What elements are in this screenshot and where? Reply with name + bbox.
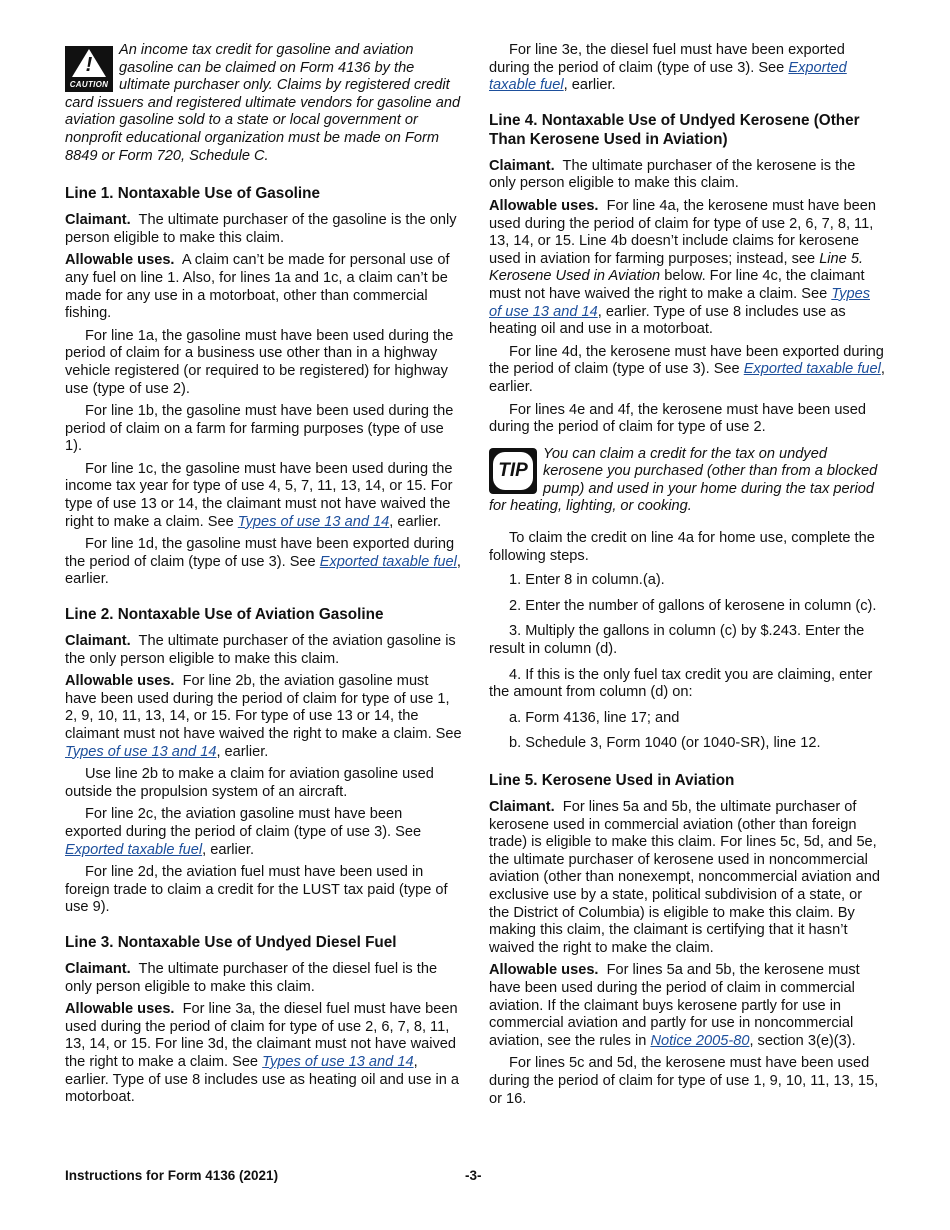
line2d-paragraph: For line 2d, the aviation fuel must have been used in foreign trade to claim a credit for the LUST tax paid (type of use 9). xyxy=(65,864,448,916)
types-of-use-13-14-link[interactable]: Types of use 13 and 14 xyxy=(489,285,870,320)
line1c-paragraph: For line 1c, the gasoline must have been used during the income tax year for type of use 4, 5, 7, 11, 13, 14, or 15. For type of use 13 or 14, the claimant must not have waived the right to make a claim. See Types of use 13 and 14, earlier. xyxy=(65,460,453,530)
notice-2005-80-link[interactable]: Notice 2005-80 xyxy=(650,1032,750,1049)
exported-taxable-fuel-link[interactable]: Exported taxable fuel xyxy=(319,553,457,570)
line1-claimant-lead: Claimant. xyxy=(65,212,131,229)
caution-text: An income tax credit for gasoline and aviation gasoline can be claimed on Form 4136 by the ultimate purchaser only. Claims by registered credit card issuers and registered ultimate vendors for gasoline and aviation gasoline sold to a state or local government or nonprofit educational organization must be made on Form 8849 or Form 720, Schedule C. xyxy=(65,42,461,164)
types-of-use-13-14-link[interactable]: Types of use 13 and 14 xyxy=(237,513,390,530)
step-item: 4. If this is the only fuel tax credit you are claiming, enter the amount from column (d) on: xyxy=(489,666,873,701)
line1a-paragraph: For line 1a, the gasoline must have been used during the period of claim for a business use other than in a highway vehicle registered (or required to be registered) for highway use (type of use 2). xyxy=(65,327,454,397)
tip-icon-label: TIP xyxy=(493,452,533,490)
tip-icon xyxy=(489,448,537,494)
caution-icon: ! CAUTION xyxy=(65,46,113,92)
line2-allowable-uses: Allowable uses. For line 2b, the aviation gasoline must have been used during the period of claim for type of use 1, 2, 9, 10, 11, 13, 14, or 15. For type of use 13 or 14, the claimant must not have waived the right to make a claim. See Types of use 13 and 14, earlier. xyxy=(65,673,462,760)
line4-allowable-uses: Allowable uses. For line 4a, the kerosene must have been used during the period of claim for type of use 2, 6, 7, 8, 11, 13, 14, or 15. Line 4b doesn’t include claims for kerosene used in aviation for farming purposes; instead, see Line 5. Kerosene Used in Aviation below. For line 4c, the claimant must not have waived the right to make a claim. See Types of use 13 and 14, earlier. Type of use 8 includes use as heating oil and use in a motorboat. xyxy=(489,197,876,338)
line5-heading: Line 5. Kerosene Used in Aviation xyxy=(489,772,735,789)
home-use-intro: To claim the credit on line 4a for home use, complete the following steps. xyxy=(489,530,875,564)
caution-icon-label: CAUTION xyxy=(69,80,109,89)
tip-notice xyxy=(489,446,886,516)
line1-uses-lead: Allowable uses. xyxy=(65,252,175,269)
line4-claimant: Claimant. The ultimate purchaser of the kerosene is the only person eligible to make this claim. xyxy=(489,157,856,192)
step-item: 3. Multiply the gallons in column (c) by $.243. Enter the result in column (d). xyxy=(489,623,865,658)
line4-heading: Line 4. Nontaxable Use of Undyed Kerosene (Other Than Kerosene Used in Aviation) xyxy=(489,111,860,148)
line3-heading: Line 3. Nontaxable Use of Undyed Diesel Fuel xyxy=(65,933,397,951)
line2b-paragraph: Use line 2b to make a claim for aviation gasoline used outside the propulsion system of an aircraft. xyxy=(65,766,434,800)
line3-claimant: Claimant. The ultimate purchaser of the diesel fuel is the only person eligible to make this claim. xyxy=(65,960,438,995)
line1-heading: Line 1. Nontaxable Use of Gasoline xyxy=(65,185,321,203)
exported-taxable-fuel-link[interactable]: Exported taxable fuel xyxy=(65,841,203,858)
left-column xyxy=(65,42,462,1112)
types-of-use-13-14-link[interactable]: Types of use 13 and 14 xyxy=(65,743,217,760)
tip-text: You can claim a credit for the tax on undyed kerosene you purchased (other than from a blocked pump) and used in your home during the tax period for heating, lighting, or cooking. xyxy=(489,445,878,515)
line1b-paragraph: For line 1b, the gasoline must have been used during the period of claim on a farm for farming purposes (type of use 1). xyxy=(65,403,454,455)
exported-taxable-fuel-link[interactable]: Exported taxable fuel xyxy=(489,59,847,94)
line1-claimant: Claimant. The ultimate purchaser of the gasoline is the only person eligible to make this claim. xyxy=(65,212,457,246)
line5-allowable-uses: Allowable uses. For lines 5a and 5b, the kerosene must have been used during the period of claim in commercial aviation. If the claimant buys kerosene partly for use in commercial aviation and partly for use in noncommercial aviation, see the rules in Notice 2005-80, section 3(e)(3). xyxy=(489,962,860,1049)
footer-title: Instructions for Form 4136 (2021) xyxy=(65,1168,279,1183)
line4d-paragraph: For line 4d, the kerosene must have been exported during the period of claim (type of use 3). See Exported taxable fuel, earlier. xyxy=(489,343,885,395)
caution-notice xyxy=(65,42,462,165)
line5cd-paragraph: For lines 5c and 5d, the kerosene must have been used during the period of claim for type of use 1, 9, 10, 11, 13, 15, or 16. xyxy=(489,1055,879,1107)
exported-taxable-fuel-link[interactable]: Exported taxable fuel xyxy=(743,361,881,378)
line1-allowable-uses: Allowable uses. A claim can’t be made for personal use of any fuel on line 1. Also, for lines 1a and 1c, a claim can’t be made for any use in a motorboat, other than commercial fishing. xyxy=(65,252,450,322)
substep-a: a. Form 4136, line 17; and xyxy=(509,709,680,726)
step-item: 1. Enter 8 in column.(a). xyxy=(509,572,665,589)
substep-b: b. Schedule 3, Form 1040 (or 1040-SR), line 12. xyxy=(509,735,821,752)
line3e-paragraph: For line 3e, the diesel fuel must have been exported during the period of claim (type of use 3). See Exported taxable fuel, earlier. xyxy=(489,42,847,94)
types-of-use-13-14-link[interactable]: Types of use 13 and 14 xyxy=(262,1053,414,1070)
line2-heading: Line 2. Nontaxable Use of Aviation Gasoline xyxy=(65,606,384,624)
page-number: -3- xyxy=(465,1168,482,1183)
line4ef-paragraph: For lines 4e and 4f, the kerosene must have been used during the period of claim for type of use 2. xyxy=(489,401,866,436)
line2c-paragraph: For line 2c, the aviation gasoline must have been exported during the period of claim (type of use 3). See Exported taxable fuel, earlier. xyxy=(65,806,422,858)
line2-claimant: Claimant. The ultimate purchaser of the aviation gasoline is the only person eligible to make this claim. xyxy=(65,633,456,667)
right-column xyxy=(489,42,886,1113)
line1d-paragraph: For line 1d, the gasoline must have been exported during the period of claim (type of use 3). See Exported taxable fuel, earlier. xyxy=(65,536,461,588)
line5-claimant: Claimant. For lines 5a and 5b, the ultimate purchaser of kerosene used in commercial aviation (other than foreign trade) is eligible to make this claim. For lines 5c, 5d, and 5e, the ultimate purchaser of kerosene used in noncommercial aviation (other than nonexempt, noncommercial aviation and exclusive use by a state, political subdivision of a state, or the District of Columbia) is eligible to make this claim. By making this claim, the claimant is certifying that it hasn’t waived the right to make the claim. xyxy=(489,799,881,956)
line3-allowable-uses: Allowable uses. For line 3a, the diesel fuel must have been used during the period of claim for type of use 2, 6, 7, 8, 11, 13, 14, or 15. For line 3d, the claimant must not have waived the right to make a claim. See Types of use 13 and 14, earlier. Type of use 8 includes use as heating oil and use in a motorboat. xyxy=(65,1001,460,1106)
step-item: 2. Enter the number of gallons of kerosene in column (c). xyxy=(509,597,877,614)
